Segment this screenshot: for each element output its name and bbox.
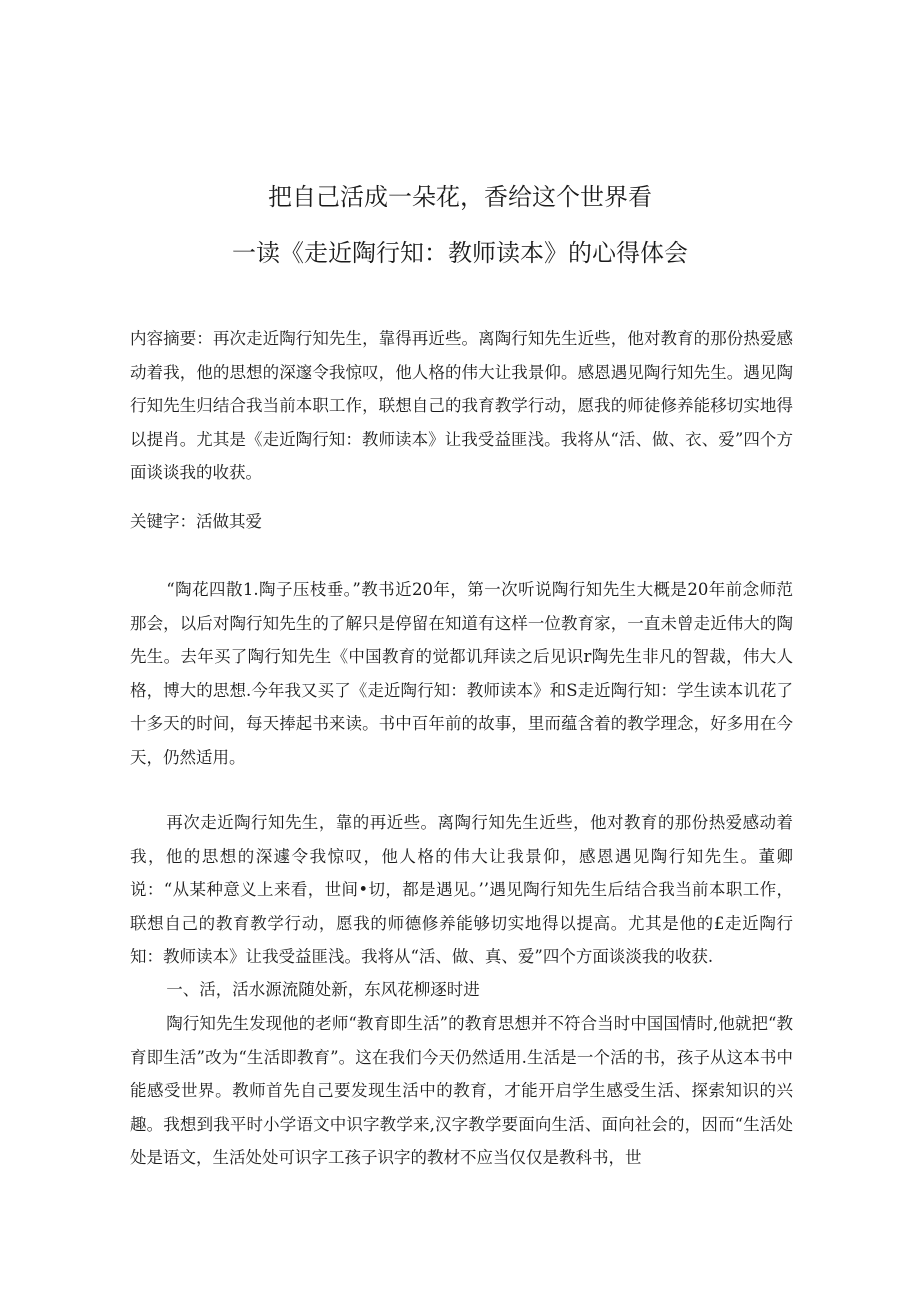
abstract: 内容摘要：再次走近陶行知先生，靠得再近些。离陶行知先生近些，他对教育的那份热爱感动着我，他的思想的深邃令我惊叹，他人格的伟大让我景仰。感恩遇见陶行知先生。遇见陶行知先生归结合我当前本职工作，联想自己的我育教学行动，愿我的师徒修养能移切实地得以提肖。尤其是《走近陶行知：教师读本》让我受益匪浅。我将从“活、做、衣、爱”四个方面谈谈我的收获。 — [130, 329, 793, 482]
document-title: 把自己活成一朵花，香给这个世界看 — [268, 183, 652, 211]
section-heading: 一、活，活水源流随处新，东风花柳逐时进 — [166, 980, 480, 999]
document-subtitle: 一读《走近陶行知：教师读本》的心得体会 — [232, 239, 688, 267]
keywords: 关键字：活做其爱 — [130, 512, 262, 531]
paragraph: 陶行知先生发现他的老师“教育即生活”的教育思想并不符合当时中国国情时,他就把“教育即生活”改为“生活即教育”。这在我们今天仍然适用.生活是一个活的书，孩子从这本书中能感受世界。教师首先自己要发现生活中的教育，才能开启学生感受生活、探索知识的兴趣。我想到我平时小学语文中识字教学来,汉字教学要面向生活、面向社会的，因而“生活处处是语文，生活处处可识字工孩子识字的教材不应当仅仅是教科书，世 — [130, 1014, 793, 1167]
paragraph: “陶花四散1.陶子压枝垂。”教书近20年，第一次听说陶行知先生大概是20年前念师范那会，以后对陶行知先生的了解只是停留在知道有这样一位教育家，一直未曾走近伟大的陶先生。去年买了陶行知先生《中国教育的觉都讥拜读之后见识r陶先生非凡的智裁，伟大人格，博大的思想.今年我又买了《走近陶行知：教师读本》和S走近陶行知：学生读本讥花了十多天的时间，每天捧起书来读。书中百年前的故事，里而蕴含着的教学理念，好多用在今天，仍然适用。 — [130, 580, 793, 767]
paragraph: 再次走近陶行知先生，靠的再近些。离陶行知先生近些，他对教育的那份热爱感动着我，他的思想的深遽令我惊叹，他人格的伟大让我景仰，感恩遇见陶行知先生。董卿说：“从某种意义上来看，世间•切，都是遇见。’’遇见陶行知先生后结合我当前本职工作，联想自己的教育教学行动，愿我的师德修养能够切实地得以提高。尤其是他的£走近陶行知：教师读本》让我受益匪浅。我将从“活、做、真、爱”四个方面谈淡我的收获. — [130, 813, 793, 966]
